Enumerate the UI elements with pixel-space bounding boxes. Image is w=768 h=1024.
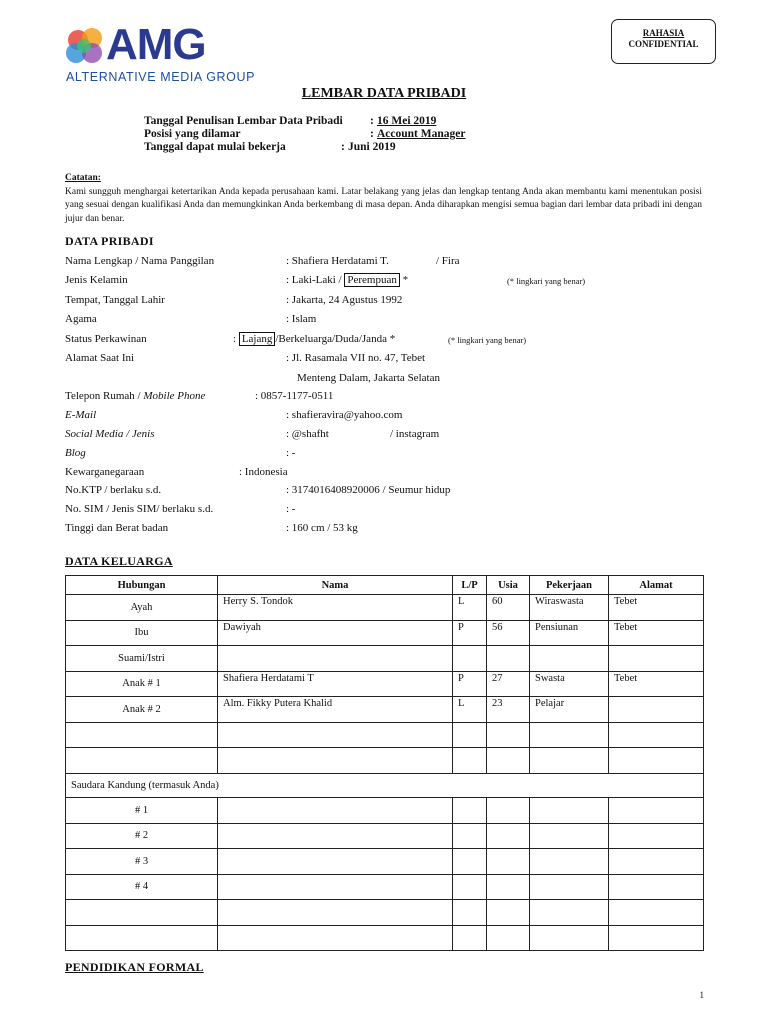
- marital-selected: Lajang: [239, 332, 276, 346]
- field-label: Alamat Saat Ini: [65, 352, 135, 364]
- logo-tagline: ALTERNATIVE MEDIA GROUP: [66, 70, 256, 84]
- table-cell: Tebet: [609, 671, 704, 697]
- siblings-label-row: [66, 773, 704, 798]
- field-value: : 160 cm / 53 kg: [286, 522, 358, 534]
- table-cell: [530, 874, 609, 900]
- field-value: Menteng Dalam, Jakarta Selatan: [297, 372, 440, 384]
- table-row: [66, 925, 704, 951]
- table-cell: [487, 849, 530, 875]
- table-cell: [609, 697, 704, 723]
- page-number: 1: [699, 990, 704, 1000]
- table-row: [66, 620, 704, 646]
- table-cell: [609, 748, 704, 774]
- field-label: Agama: [65, 313, 97, 325]
- field-value: : @shafht: [286, 428, 329, 440]
- table-cell: [66, 900, 218, 926]
- table-cell: Herry S. Tondok: [218, 595, 453, 621]
- table-cell: [609, 722, 704, 748]
- gender-selected: Perempuan: [344, 273, 399, 287]
- table-cell: [530, 925, 609, 951]
- field-value: : 3174016408920006 / Seumur hidup: [286, 484, 451, 496]
- table-cell: [218, 798, 453, 824]
- table-cell: [66, 925, 218, 951]
- company-logo: [64, 20, 256, 86]
- table-cell: 23: [487, 697, 530, 723]
- table-cell: [530, 823, 609, 849]
- table-cell: Ayah: [66, 595, 218, 621]
- table-cell: [487, 823, 530, 849]
- table-cell: Swasta: [530, 671, 609, 697]
- table-row: [66, 595, 704, 621]
- table-header-row: [66, 576, 704, 595]
- note-heading: Catatan:: [65, 173, 101, 183]
- table-cell: [66, 722, 218, 748]
- table-cell: [218, 646, 453, 672]
- meta-value: 16 Mei 2019: [377, 115, 437, 127]
- note-block: [65, 172, 702, 226]
- table-row: [66, 823, 704, 849]
- table-cell: [453, 646, 487, 672]
- table-cell: [609, 823, 704, 849]
- table-cell: [530, 798, 609, 824]
- table-cell: [487, 748, 530, 774]
- meta-label: Posisi yang dilamar: [144, 128, 241, 140]
- table-cell: Ibu: [66, 620, 218, 646]
- table-cell: [530, 722, 609, 748]
- marital-colon: :: [233, 333, 237, 345]
- section-heading-education: PENDIDIKAN FORMAL: [65, 960, 204, 974]
- table-row: [66, 849, 704, 875]
- field-label: Nama Lengkap / Nama Panggilan: [65, 255, 215, 267]
- table-cell: P: [453, 620, 487, 646]
- table-cell: [453, 722, 487, 748]
- table-cell: [487, 900, 530, 926]
- field-label: No. SIM / Jenis SIM/ berlaku s.d.: [65, 503, 214, 515]
- field-value: : shafieravira@yahoo.com: [286, 409, 403, 421]
- column-header: Alamat: [609, 576, 704, 595]
- gender-option-male: : Laki-Laki /: [286, 274, 342, 286]
- field-value: : Islam: [286, 313, 317, 325]
- table-cell: [609, 874, 704, 900]
- table-cell: [218, 925, 453, 951]
- table-cell: [66, 748, 218, 774]
- table-cell: [453, 900, 487, 926]
- table-cell: [609, 798, 704, 824]
- table-cell: [487, 798, 530, 824]
- gender-asterisk: *: [402, 274, 409, 286]
- field-value: : -: [286, 503, 296, 515]
- field-label: Kewarganegaraan: [65, 466, 145, 478]
- table-cell: [453, 849, 487, 875]
- table-cell: 27: [487, 671, 530, 697]
- table-cell: [487, 646, 530, 672]
- page-title: LEMBAR DATA PRIBADI: [301, 86, 467, 101]
- table-cell: # 1: [66, 798, 218, 824]
- field-value: : Jakarta, 24 Agustus 1992: [286, 294, 403, 306]
- table-cell: [487, 925, 530, 951]
- table-cell: [487, 874, 530, 900]
- meta-label: Tanggal dapat mulai bekerja: [144, 141, 286, 153]
- table-cell: [218, 748, 453, 774]
- gender-hint: (* lingkari yang benar): [507, 276, 586, 286]
- table-cell: [530, 748, 609, 774]
- marital-hint: (* lingkari yang benar): [448, 335, 527, 345]
- table-cell: [453, 748, 487, 774]
- column-header: Nama: [218, 576, 453, 595]
- table-row: [66, 874, 704, 900]
- section-heading-family: DATA KELUARGA: [65, 554, 173, 568]
- table-cell: L: [453, 697, 487, 723]
- table-cell: [453, 874, 487, 900]
- field-label: Tempat, Tanggal Lahir: [65, 294, 165, 306]
- meta-value: Juni 2019: [348, 141, 396, 153]
- field-value: : Shafiera Herdatami T.: [286, 255, 389, 267]
- confidential-stamp: [611, 19, 716, 64]
- table-cell: Pelajar: [530, 697, 609, 723]
- table-cell: Shafiera Herdatami T: [218, 671, 453, 697]
- table-cell: Alm. Fikky Putera Khalid: [218, 697, 453, 723]
- field-value: : 0857-1177-0511: [255, 390, 334, 402]
- table-cell: [218, 823, 453, 849]
- confidential-line2: CONFIDENTIAL: [628, 39, 699, 49]
- logo-circles-icon: [64, 26, 110, 66]
- note-text: Kami sungguh menghargai ketertarikan Anda kepada perusahaan kami. Latar belakang yang jelas dan lengkap tentang Anda akan membantu kami menentukan posisi yang sesuai dengan kualifikasi Anda dan memungkinkan Anda berkembang di masa depan. Anda diharapkan mengisi semua bagian dari lembar data pribadi ini dengan jujur dan benar.: [65, 186, 702, 224]
- table-cell: P: [453, 671, 487, 697]
- logo-brand: AMG: [106, 20, 206, 69]
- table-cell: # 3: [66, 849, 218, 875]
- table-cell: Pensiunan: [530, 620, 609, 646]
- family-table: [65, 575, 704, 951]
- meta-label: Tanggal Penulisan Lembar Data Pribadi: [144, 115, 343, 127]
- table-cell: Wiraswasta: [530, 595, 609, 621]
- meta-colon: :: [370, 128, 374, 140]
- field-label: Status Perkawinan: [65, 333, 147, 345]
- field-label: Jenis Kelamin: [65, 274, 128, 286]
- section-heading-personal: DATA PRIBADI: [65, 234, 154, 248]
- meta-value: Account Manager: [377, 128, 466, 140]
- table-cell: [218, 849, 453, 875]
- column-header: L/P: [453, 576, 487, 595]
- table-cell: 60: [487, 595, 530, 621]
- table-cell: Anak # 2: [66, 697, 218, 723]
- field-value: : Indonesia: [239, 466, 288, 478]
- table-row: [66, 798, 704, 824]
- table-row: [66, 697, 704, 723]
- table-cell: [530, 646, 609, 672]
- siblings-label: Saudara Kandung (termasuk Anda): [66, 773, 704, 798]
- field-label: Tinggi dan Berat badan: [65, 522, 169, 534]
- field-value: : Jl. Rasamala VII no. 47, Tebet: [286, 352, 426, 364]
- table-row: [66, 646, 704, 672]
- field-label: Blog: [65, 447, 86, 459]
- field-label: Telepon Rumah /: [65, 390, 141, 402]
- table-cell: Dawiyah: [218, 620, 453, 646]
- table-cell: [218, 900, 453, 926]
- table-cell: # 4: [66, 874, 218, 900]
- field-label-italic: Mobile Phone: [143, 390, 206, 402]
- table-row: [66, 748, 704, 774]
- table-cell: [487, 722, 530, 748]
- table-cell: [453, 925, 487, 951]
- column-header: Pekerjaan: [530, 576, 609, 595]
- table-cell: [218, 722, 453, 748]
- meta-colon: :: [370, 115, 374, 127]
- field-label: E-Mail: [65, 409, 97, 421]
- table-cell: [453, 823, 487, 849]
- column-header: Usia: [487, 576, 530, 595]
- table-row: [66, 722, 704, 748]
- table-cell: [609, 646, 704, 672]
- table-cell: [530, 849, 609, 875]
- table-cell: [609, 849, 704, 875]
- table-cell: [453, 798, 487, 824]
- confidential-line1: RAHASIA: [642, 28, 685, 38]
- field-label: No.KTP / berlaku s.d.: [65, 484, 162, 496]
- table-cell: Tebet: [609, 595, 704, 621]
- table-row: [66, 900, 704, 926]
- table-cell: Suami/Istri: [66, 646, 218, 672]
- field-value-type: / instagram: [390, 428, 440, 440]
- table-cell: Tebet: [609, 620, 704, 646]
- table-cell: [609, 900, 704, 926]
- field-value: : -: [286, 447, 296, 459]
- field-value-nick: / Fira: [436, 255, 460, 267]
- table-cell: [218, 874, 453, 900]
- column-header: Hubungan: [66, 576, 218, 595]
- table-cell: [530, 900, 609, 926]
- meta-colon: :: [341, 141, 345, 153]
- marital-options: /Berkeluarga/Duda/Janda *: [275, 333, 396, 345]
- table-cell: L: [453, 595, 487, 621]
- table-cell: # 2: [66, 823, 218, 849]
- table-cell: Anak # 1: [66, 671, 218, 697]
- field-label: Social Media / Jenis: [65, 428, 155, 440]
- table-row: [66, 671, 704, 697]
- table-cell: [609, 925, 704, 951]
- table-cell: 56: [487, 620, 530, 646]
